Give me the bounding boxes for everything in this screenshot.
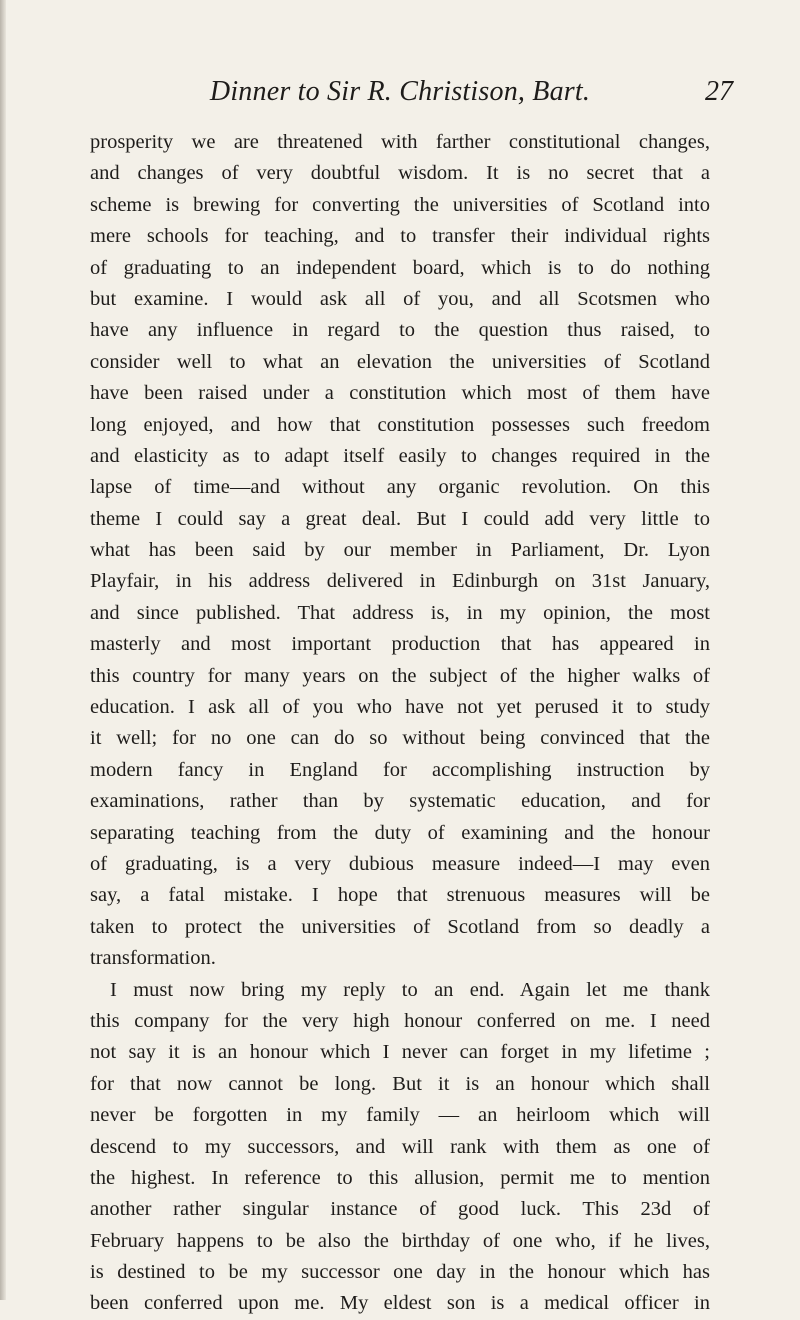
text-line: been conferred upon me. My eldest son is a medical officer in [90,1292,710,1315]
text-line: theme I could say a great deal. But I could add very little to [90,507,710,530]
text-line: masterly and most important production that has appeared in [90,633,710,656]
text-line: say, a fatal mistake. I hope that strenuous measures will be [90,884,710,907]
body-text [90,127,710,1320]
text-line: have any influence in regard to the question thus raised, to [90,319,710,342]
text-line: is destined to be my successor one day in the honour which has [90,1261,710,1284]
text-line: lapse of time—and without any organic revolution. On this [90,476,710,499]
text-line: for that now cannot be long. But it is an honour which shall [90,1072,710,1095]
text-line: February happens to be also the birthday of one who, if he lives, [90,1229,710,1252]
text-line: examinations, rather than by systematic education, and for [90,790,710,813]
text-line: mere schools for teaching, and to transfer their individual rights [90,225,710,248]
text-line: transformation. [90,947,216,970]
text-line: scheme is brewing for converting the universities of Scotland into [90,193,710,216]
text-line: and since published. That address is, in my opinion, the most [90,601,710,624]
text-line: the highest. In reference to this allusion, permit me to mention [90,1166,710,1189]
running-header [0,76,800,116]
text-line: descend to my successors, and will rank with them as one of [90,1135,710,1158]
text-line: taken to protect the universities of Scotland from so deadly a [90,915,710,938]
text-line: what has been said by our member in Parliament, Dr. Lyon [90,539,710,562]
text-line: Playfair, in his address delivered in Edinburgh on 31st January, [90,570,710,593]
text-line: prosperity we are threatened with farther constitutional changes, [90,131,710,153]
text-line: I must now bring my reply to an end. Again let me thank [110,978,710,1001]
text-line: but examine. I would ask all of you, and all Scotsmen who [90,287,710,310]
running-title: Dinner to Sir R. Christison, Bart. [209,76,591,107]
text-line: and changes of very doubtful wisdom. It is no secret that a [90,162,710,185]
text-line: long enjoyed, and how that constitution possesses such freedom [90,413,710,436]
text-line: never be forgotten in my family — an heirloom which will [90,1104,710,1127]
text-line: and elasticity as to adapt itself easily to changes required in the [90,444,710,467]
text-line: it well; for no one can do so without being convinced that the [90,727,710,750]
text-line: consider well to what an elevation the universities of Scotland [90,350,710,373]
text-line: another rather singular instance of good luck. This 23d of [90,1198,710,1221]
text-line: separating teaching from the duty of examining and the honour [90,821,710,844]
text-line: of graduating, is a very dubious measure indeed—I may even [90,852,710,875]
text-line: this company for the very high honour conferred on me. I need [90,1009,710,1032]
text-line: this country for many years on the subject of the higher walks of [90,664,710,687]
text-line: education. I ask all of you who have not yet perused it to study [90,696,710,719]
text-line: modern fancy in England for accomplishing instruction by [90,758,710,781]
text-line: have been raised under a constitution which most of them have [90,382,710,405]
page-number: 27 [705,76,733,107]
text-line: not say it is an honour which I never can forget in my lifetime ; [90,1041,710,1064]
text-line: of graduating to an independent board, which is to do nothing [90,256,710,279]
page-edge-shadow [0,0,6,1300]
